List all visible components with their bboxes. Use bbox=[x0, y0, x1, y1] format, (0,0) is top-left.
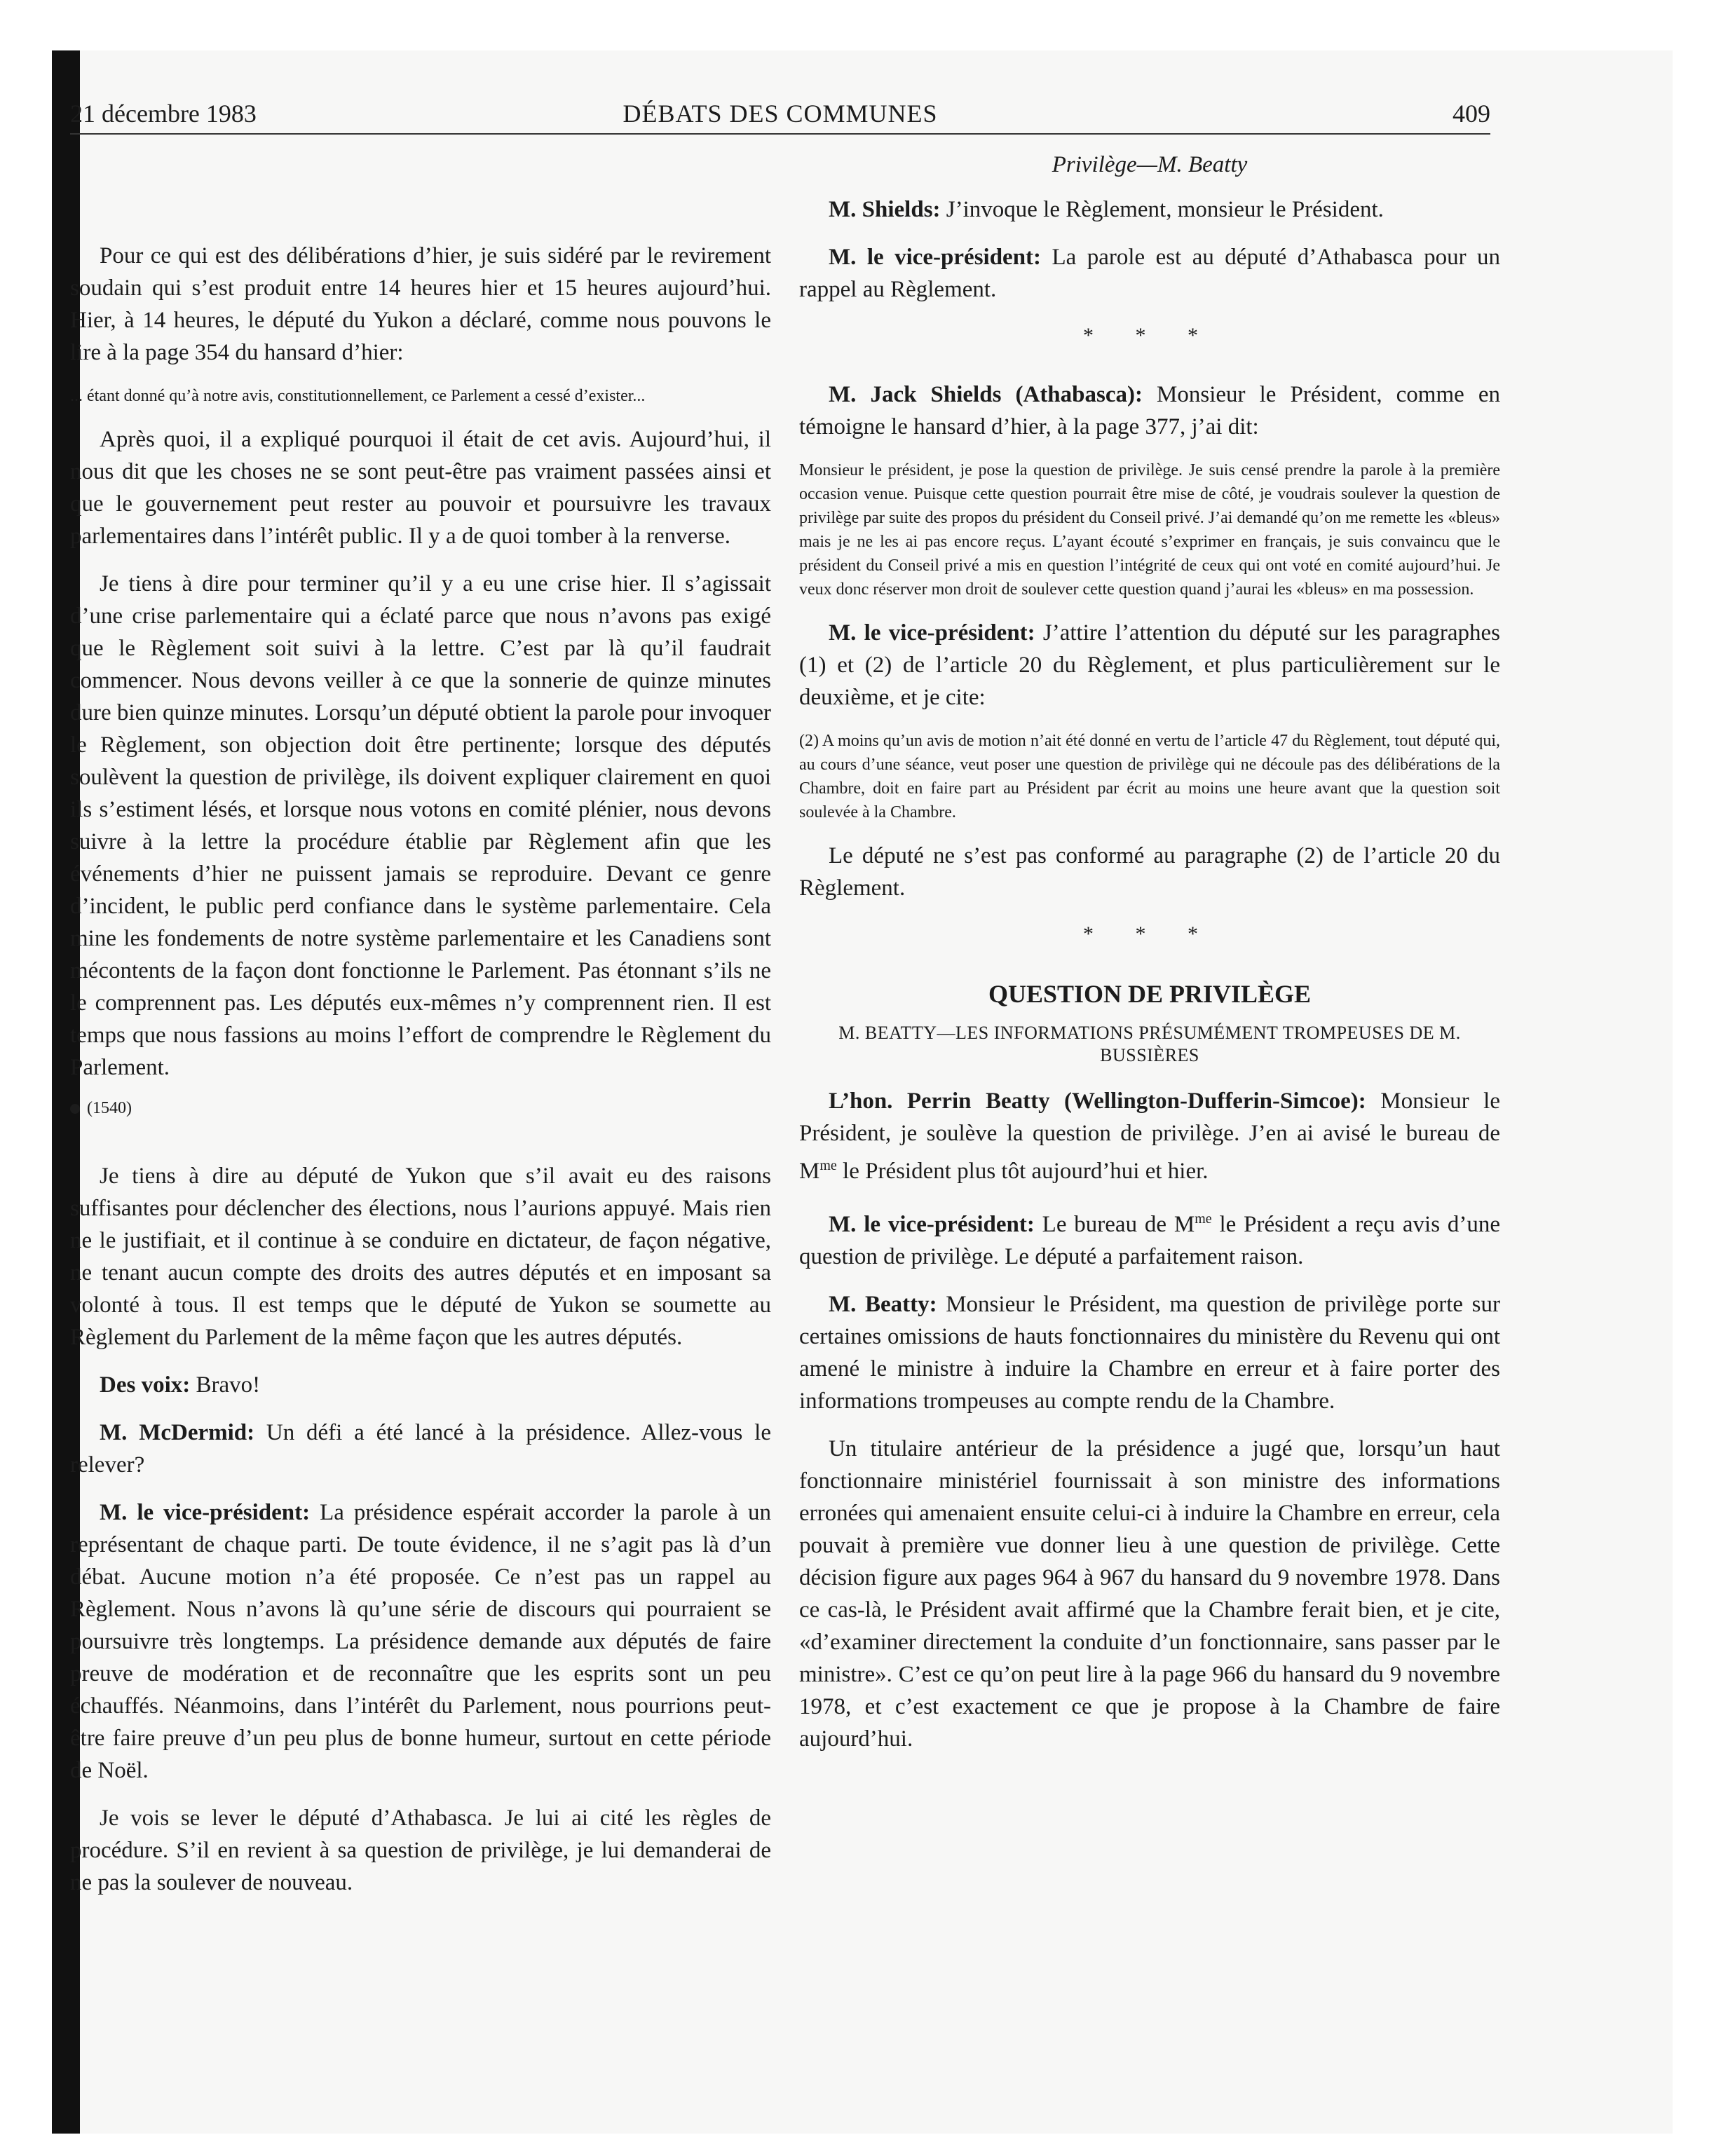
speaker-name: M. le vice-président: bbox=[829, 1212, 1035, 1237]
speaker-name: M. Beatty: bbox=[829, 1292, 937, 1317]
paragraph: Je tiens à dire au député de Yukon que s’il avait eu des raisons suffisantes pour déclencher des élections, nous l’aurions appuyé. Mais rien ne le justifiait, et il continue à se conduire en dictateur, de façon négative, ne tenant aucun compte des droits des autres députés et en imposant sa volonté à tous. Il est temps que le député de Yukon se soumette au Règlement du Parlement de la même façon que les autres députés. bbox=[70, 1164, 771, 1350]
speaker-name: L’hon. Perrin Beatty (Wellington-Dufferin-Simcoe): bbox=[829, 1089, 1366, 1114]
paragraph: Le député ne s’est pas conformé au paragraphe (2) de l’article 20 du Règlement. bbox=[799, 843, 1500, 901]
speech-text: Le bureau de M bbox=[1034, 1212, 1195, 1237]
section-separator: * * * bbox=[1083, 324, 1216, 347]
paragraph: Je tiens à dire pour terminer qu’il y a eu une crise hier. Il s’agissait d’une crise parlementaire qui a éclaté parce que nous n’avons pas exigé que le Règlement soit suivi à la lettre. C’est par là qu’il faudrait commencer. Nous devons veiller à ce que la sonnerie de quinze minutes dure bien quinze minutes. Lorsqu’un député obtient la parole pour invoquer le Règlement, son objection doit être pertinente; lorsque des députés soulèvent la question de privilège, ils doivent expliquer clairement en quoi ils s’estiment lésés, et lorsque nous votons en comité plénier, nous devons suivre à la lettre la procédure établie par Règlement afin que les événements d’hier ne puissent jamais se reproduire. Devant ce genre d’incident, le public perd confiance dans le système parlementaire. Cela mine les fondements de notre système parlementaire et les Canadiens sont mécontents de la façon dont fonctionne le Parlement. Pas étonnant s’ils ne le comprennent pas. Les députés eux-mêmes n’y comprennent rien. Il est temps que nous fassions au moins l’effort de comprendre le Règlement du Parlement. bbox=[70, 571, 771, 1080]
speech-paragraph bbox=[70, 1369, 771, 1401]
speech-text: Monsieur le Président, ma question de privilège porte sur certaines omissions de hauts fonctionnaires du ministère du Revenu qui ont amené le ministre à induire la Chambre en erreur et à faire porter des informations trompeuses au compte rendu de la Chambre. bbox=[799, 1292, 1500, 1414]
speaker-name: M. le vice-président: bbox=[829, 620, 1035, 646]
speech-text: Monsieur le Président, je soulève la question de privilège. J’en ai avisé le bureau de M bbox=[799, 1089, 1500, 1184]
bullet-icon bbox=[70, 1104, 80, 1114]
header-title: DÉBATS DES COMMUNES bbox=[622, 100, 938, 128]
speech-text: J’invoque le Règlement, monsieur le Président. bbox=[940, 197, 1384, 222]
speech-text: La présidence espérait accorder la parole à un représentant de chaque parti. De toute évidence, il ne s’agit pas là d’un débat. Aucune motion n’a été proposée. Ce n’est pas un rappel au Règlement. Nous n’avons là qu’une série de discours qui pourraient se poursuivre très longtemps. La présidence demande aux députés de faire preuve de modération et de reconnaître que les esprits sont un peu échauffés. Néanmoins, dans l’intérêt du Parlement, nous pourrions peut-être faire preuve d’un peu plus de bonne humeur, surtout en cette période de Noël. bbox=[70, 1500, 772, 1783]
speaker-name: M. le vice-président: bbox=[829, 245, 1042, 270]
speaker-name: M. Shields: bbox=[829, 197, 941, 222]
quotation: ... étant donné qu’à notre avis, constitutionnellement, ce Parlement a cessé d’exister... bbox=[70, 387, 646, 405]
section-separator: * * * bbox=[1083, 922, 1216, 946]
section-heading: QUESTION DE PRIVILÈGE bbox=[988, 980, 1312, 1008]
speech-paragraph bbox=[799, 193, 1500, 226]
speech-paragraph bbox=[70, 1417, 771, 1481]
running-head: Privilège—M. Beatty bbox=[1052, 152, 1248, 177]
paragraph: Un titulaire antérieur de la présidence a jugé que, lorsqu’un haut fonctionnaire ministériel fournissait à son ministre des informations erronées qui amenaient ensuite celui-ci à induire la Chambre en erreur, cela pouvait à première vue donner lieu à une question de privilège. Cette décision figure aux pages 964 à 967 du hansard du 9 novembre 1978. Dans ce cas-là, le Président avait affirmé que la Chambre ferait bien, et je cite, «d’examiner directement la conduite d’un fonctionnaire, sans passer par le ministre». C’est ce qu’on peut lire à la page 966 du hansard du 9 novembre 1978, et c’est exactement ce que je propose à la Chambre de faire aujourd’hui. bbox=[799, 1436, 1500, 1752]
speech-paragraph bbox=[799, 1288, 1500, 1417]
speaker-name: Des voix: bbox=[100, 1372, 191, 1398]
paragraph: Après quoi, il a expliqué pourquoi il était de cet avis. Aujourd’hui, il nous dit que les choses ne se sont peut-être pas vraiment passées ainsi et que le gouvernement peut rester au pouvoir et poursuivre les travaux parlementaires dans l’intérêt public. Il y a de quoi tomber à la renverse. bbox=[70, 427, 771, 549]
speaker-name: M. le vice-président: bbox=[100, 1500, 311, 1525]
superscript: me bbox=[1195, 1211, 1212, 1227]
speech-paragraph bbox=[799, 1085, 1500, 1187]
section-subheading: M. BEATTY—LES INFORMATIONS PRÉSUMÉMENT TROMPEUSES DE M. BUSSIÈRES bbox=[838, 1023, 1461, 1065]
speech-text: Un défi a été lancé à la présidence. Allez-vous le relever? bbox=[70, 1420, 771, 1478]
superscript: me bbox=[819, 1158, 837, 1173]
right-column bbox=[799, 149, 1500, 1770]
page-number: 409 bbox=[1452, 100, 1490, 128]
speech-paragraph bbox=[799, 241, 1500, 306]
speech-text: Bravo! bbox=[190, 1372, 261, 1398]
speech-text: J’attire l’attention du député sur les paragraphes (1) et (2) de l’article 20 du Règlement, et plus particulièrement sur le deuxième, et je cite: bbox=[799, 620, 1501, 710]
speaker-name: M. Jack Shields (Athabasca): bbox=[829, 382, 1143, 407]
speech-paragraph bbox=[799, 378, 1500, 443]
quotation: Monsieur le président, je pose la question de privilège. Je suis censé prendre la parole à la première occasion venue. Puisque cette question pourrait être mise de côté, je voudrais soulever la question de privilège par suite des propos du président du Conseil privé. J’ai demandé qu’on me remette les «bleus» mais je ne les ai pas encore reçus. L’ayant écouté s’exprimer en français, je suis convaincu que le président du Conseil privé a mis en question l’intégrité de ceux qui ont voté en comité aujourd’hui. Je veux donc réserver mon droit de soulever cette question quand j’aurai les «bleus» en ma possession. bbox=[799, 461, 1500, 599]
left-column bbox=[70, 149, 771, 1914]
speech-text: La parole est au député d’Athabasca pour un rappel au Règlement. bbox=[799, 245, 1501, 302]
time-marker bbox=[70, 1099, 771, 1118]
quotation: (2) A moins qu’un avis de motion n’ait été donné en vertu de l’article 47 du Règlement, tout député qui, au cours d’une séance, veut poser une question de privilège qui ne découle pas des délibérations de la Chambre, doit en faire part au Président par écrit au moins une heure avant que la question soit soulevée à la Chambre. bbox=[799, 732, 1500, 821]
time-stamp: (1540) bbox=[87, 1099, 132, 1117]
speech-text: Monsieur le Président, comme en témoigne le hansard d’hier, à la page 377, j’ai dit: bbox=[799, 382, 1500, 439]
speech-paragraph bbox=[799, 1203, 1500, 1273]
speech-text: le Président plus tôt aujourd’hui et hier. bbox=[836, 1159, 1209, 1184]
paragraph: Pour ce qui est des délibérations d’hier, je suis sidéré par le revirement soudain qui s’est produit entre 14 heures hier et 15 heures aujourd’hui. Hier, à 14 heures, le député du Yukon a déclaré, comme nous pouvons le lire à la page 354 du hansard d’hier: bbox=[70, 243, 771, 365]
header-date: 21 décembre 1983 bbox=[70, 100, 257, 128]
speech-paragraph bbox=[799, 617, 1500, 714]
speech-paragraph bbox=[70, 1496, 771, 1787]
paragraph: Je vois se lever le député d’Athabasca. Je lui ai cité les règles de procédure. S’il en revient à sa question de privilège, je lui demanderai de ne pas la soulever de nouveau. bbox=[70, 1806, 771, 1895]
speech-text: le Président a reçu avis d’une question de privilège. Le député a parfaitement raison. bbox=[799, 1212, 1501, 1269]
speaker-name: M. McDermid: bbox=[100, 1420, 255, 1445]
page-header bbox=[70, 94, 1490, 135]
